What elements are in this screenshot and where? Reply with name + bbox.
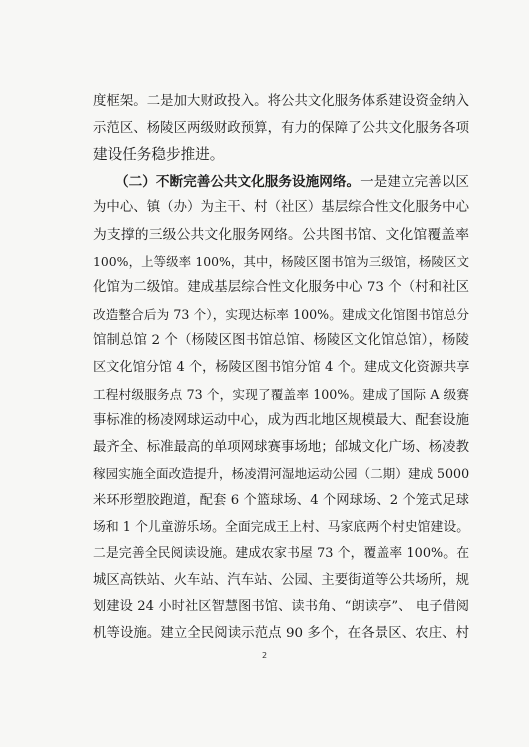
- text-line: 米环形塑胶跑道，配套 6 个篮球场、4 个网球场、2 个笼式足球: [93, 492, 469, 508]
- text-line: 化馆为二级馆。建成基层综合性文化服务中心 73 个（村和社区: [93, 280, 469, 296]
- text-line: 工程村级服务点 73 个，实现了覆盖率 100%。建成了国际 A 级赛: [93, 386, 469, 402]
- text-line: 为支撑的三级公共文化服务网络。公共图书馆、文化馆覆盖率: [93, 226, 469, 243]
- page-number: 2: [261, 651, 268, 660]
- text-line: 100%，上等级率 100%，其中，杨陵区图书馆为三级馆，杨陵区文: [93, 253, 469, 269]
- text-line: 机等设施。建立全民阅读示范点 90 多个，在各景区、农庄、村: [93, 625, 469, 641]
- text-line: 改造整合后为 73 个），实现达标率 100%。建成文化馆图书馆总分: [93, 306, 469, 322]
- section-heading: （二）不断完善公共文化服务设施网络。: [115, 173, 361, 190]
- text-line: 场和 1 个儿童游乐场。全面完成王上村、马家底两个村史馆建设。: [93, 519, 469, 535]
- text-line: 区文化馆分馆 4 个，杨陵区图书馆分馆 4 个。建成文化资源共享: [93, 359, 470, 375]
- body-text: [93, 89, 469, 647]
- paragraph: [93, 89, 469, 169]
- text-line: 稼园实施全面改造提升，杨凌渭河湿地运动公园（二期）建成 5000: [93, 466, 470, 482]
- text-line: 二是完善全民阅读设施。建成农家书屋 73 个，覆盖率 100%。在: [93, 546, 469, 562]
- text-line: 为中心、镇（办）为主干、村（社区）基层综合性文化服务中心: [93, 200, 469, 216]
- text-line: 最齐全、标准最高的单项网球赛事场地；邰城文化广场、杨凌教: [93, 439, 469, 455]
- text-line: [93, 169, 469, 196]
- text-line: 度框架。二是加大财政投入。将公共文化服务体系建设资金纳入: [93, 94, 469, 109]
- text-line: 馆制总馆 2 个（杨陵区图书馆总馆、杨陵区文化馆总馆），杨陵: [93, 333, 469, 349]
- text-line: 划建设 24 小时社区智慧图书馆、读书角、“朗读亭”、 电子借阅: [93, 599, 469, 615]
- text-run: 一是建立完善以区: [360, 173, 470, 190]
- text-line: 示范区、杨陵区两级财政预算，有力的保障了公共文化服务各项: [93, 120, 469, 136]
- text-line: 城区高铁站、火车站、汽车站、公园、主要街道等公共场所，规: [93, 572, 469, 588]
- text-line: 事标准的杨凌网球运动中心，成为西北地区规模最大、配套设施: [93, 413, 469, 429]
- paragraph: [93, 169, 469, 648]
- text-line: 建设任务稳步推进。: [93, 146, 225, 164]
